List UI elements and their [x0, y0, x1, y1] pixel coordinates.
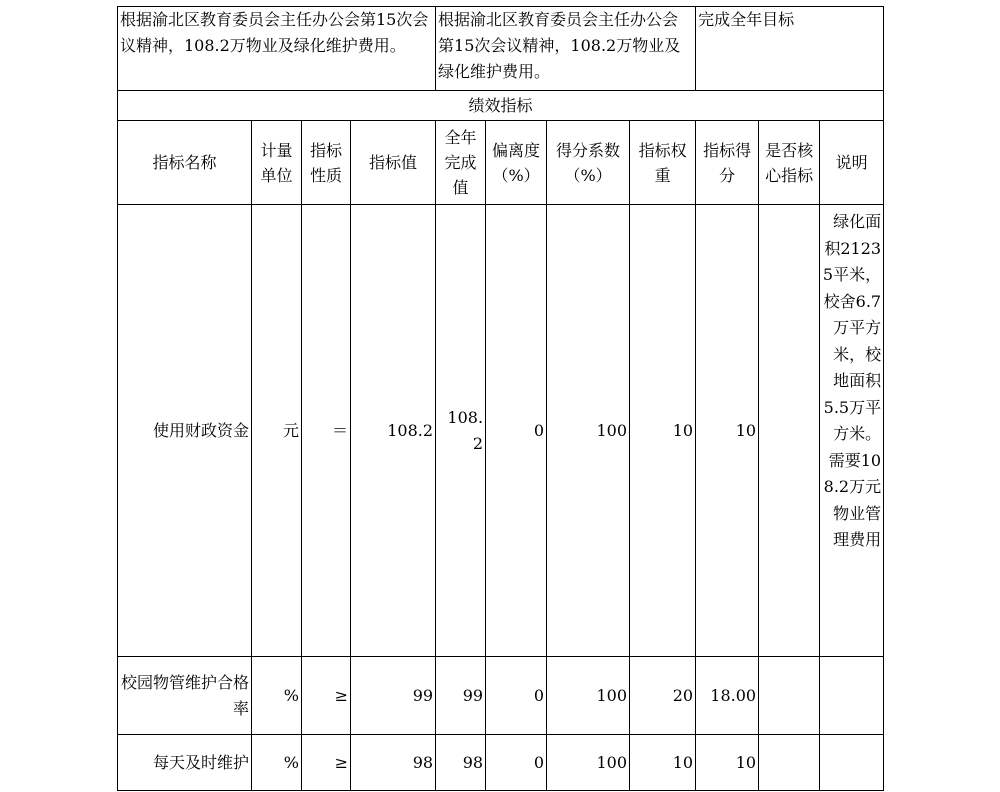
- header-annual: 全年完成值: [436, 121, 486, 205]
- section-title-row: [118, 91, 884, 121]
- header-unit: 计量单位: [252, 121, 302, 205]
- row-nature: ≥: [302, 735, 351, 791]
- header-name: 指标名称: [118, 121, 252, 205]
- row-coefficient: 100: [547, 205, 630, 657]
- row-name: 每天及时维护: [118, 735, 252, 791]
- target-cell: 完成全年目标: [696, 7, 884, 91]
- row-value: 98: [351, 735, 436, 791]
- row-value: 108.2: [351, 205, 436, 657]
- row-weight: 10: [630, 205, 696, 657]
- row-deviation: 0: [486, 205, 547, 657]
- table-row: [118, 735, 884, 791]
- header-is-core: 是否核心指标: [759, 121, 820, 205]
- section-title: 绩效指标: [118, 91, 884, 121]
- row-score: 10: [696, 205, 759, 657]
- row-weight: 20: [630, 657, 696, 735]
- description-row: [118, 7, 884, 91]
- header-row: [118, 121, 884, 205]
- row-annual: 99: [436, 657, 486, 735]
- header-weight: 指标权重: [630, 121, 696, 205]
- row-unit: 元: [252, 205, 302, 657]
- row-nature: ＝: [302, 205, 351, 657]
- row-score: 18.00: [696, 657, 759, 735]
- header-deviation: 偏离度（%）: [486, 121, 547, 205]
- row-is-core: [759, 657, 820, 735]
- row-score: 10: [696, 735, 759, 791]
- row-note: [820, 735, 884, 791]
- row-coefficient: 100: [547, 657, 630, 735]
- row-annual: 108.2: [436, 205, 486, 657]
- row-value: 99: [351, 657, 436, 735]
- header-value: 指标值: [351, 121, 436, 205]
- performance-table-document: [117, 6, 883, 791]
- row-name: 使用财政资金: [118, 205, 252, 657]
- row-coefficient: 100: [547, 735, 630, 791]
- table-row: [118, 205, 884, 657]
- row-nature: ≥: [302, 657, 351, 735]
- row-is-core: [759, 205, 820, 657]
- header-coefficient: 得分系数（%）: [547, 121, 630, 205]
- description-cell-1: 根据渝北区教育委员会主任办公会第15次会议精神，108.2万物业及绿化维护费用。: [118, 7, 436, 91]
- row-is-core: [759, 735, 820, 791]
- row-annual: 98: [436, 735, 486, 791]
- row-weight: 10: [630, 735, 696, 791]
- header-note: 说明: [820, 121, 884, 205]
- header-score: 指标得分: [696, 121, 759, 205]
- header-nature: 指标性质: [302, 121, 351, 205]
- row-deviation: 0: [486, 735, 547, 791]
- description-cell-2: 根据渝北区教育委员会主任办公会第15次会议精神，108.2万物业及绿化维护费用。: [436, 7, 696, 91]
- table-row: [118, 657, 884, 735]
- row-note: 绿化面积21235平米，校舍6.7万平方米，校地面积5.5万平方米。需要108.2万元物业管理费用: [820, 205, 884, 657]
- row-unit: %: [252, 657, 302, 735]
- performance-table: [117, 6, 884, 791]
- row-unit: %: [252, 735, 302, 791]
- row-name: 校园物管维护合格率: [118, 657, 252, 735]
- row-deviation: 0: [486, 657, 547, 735]
- row-note: [820, 657, 884, 735]
